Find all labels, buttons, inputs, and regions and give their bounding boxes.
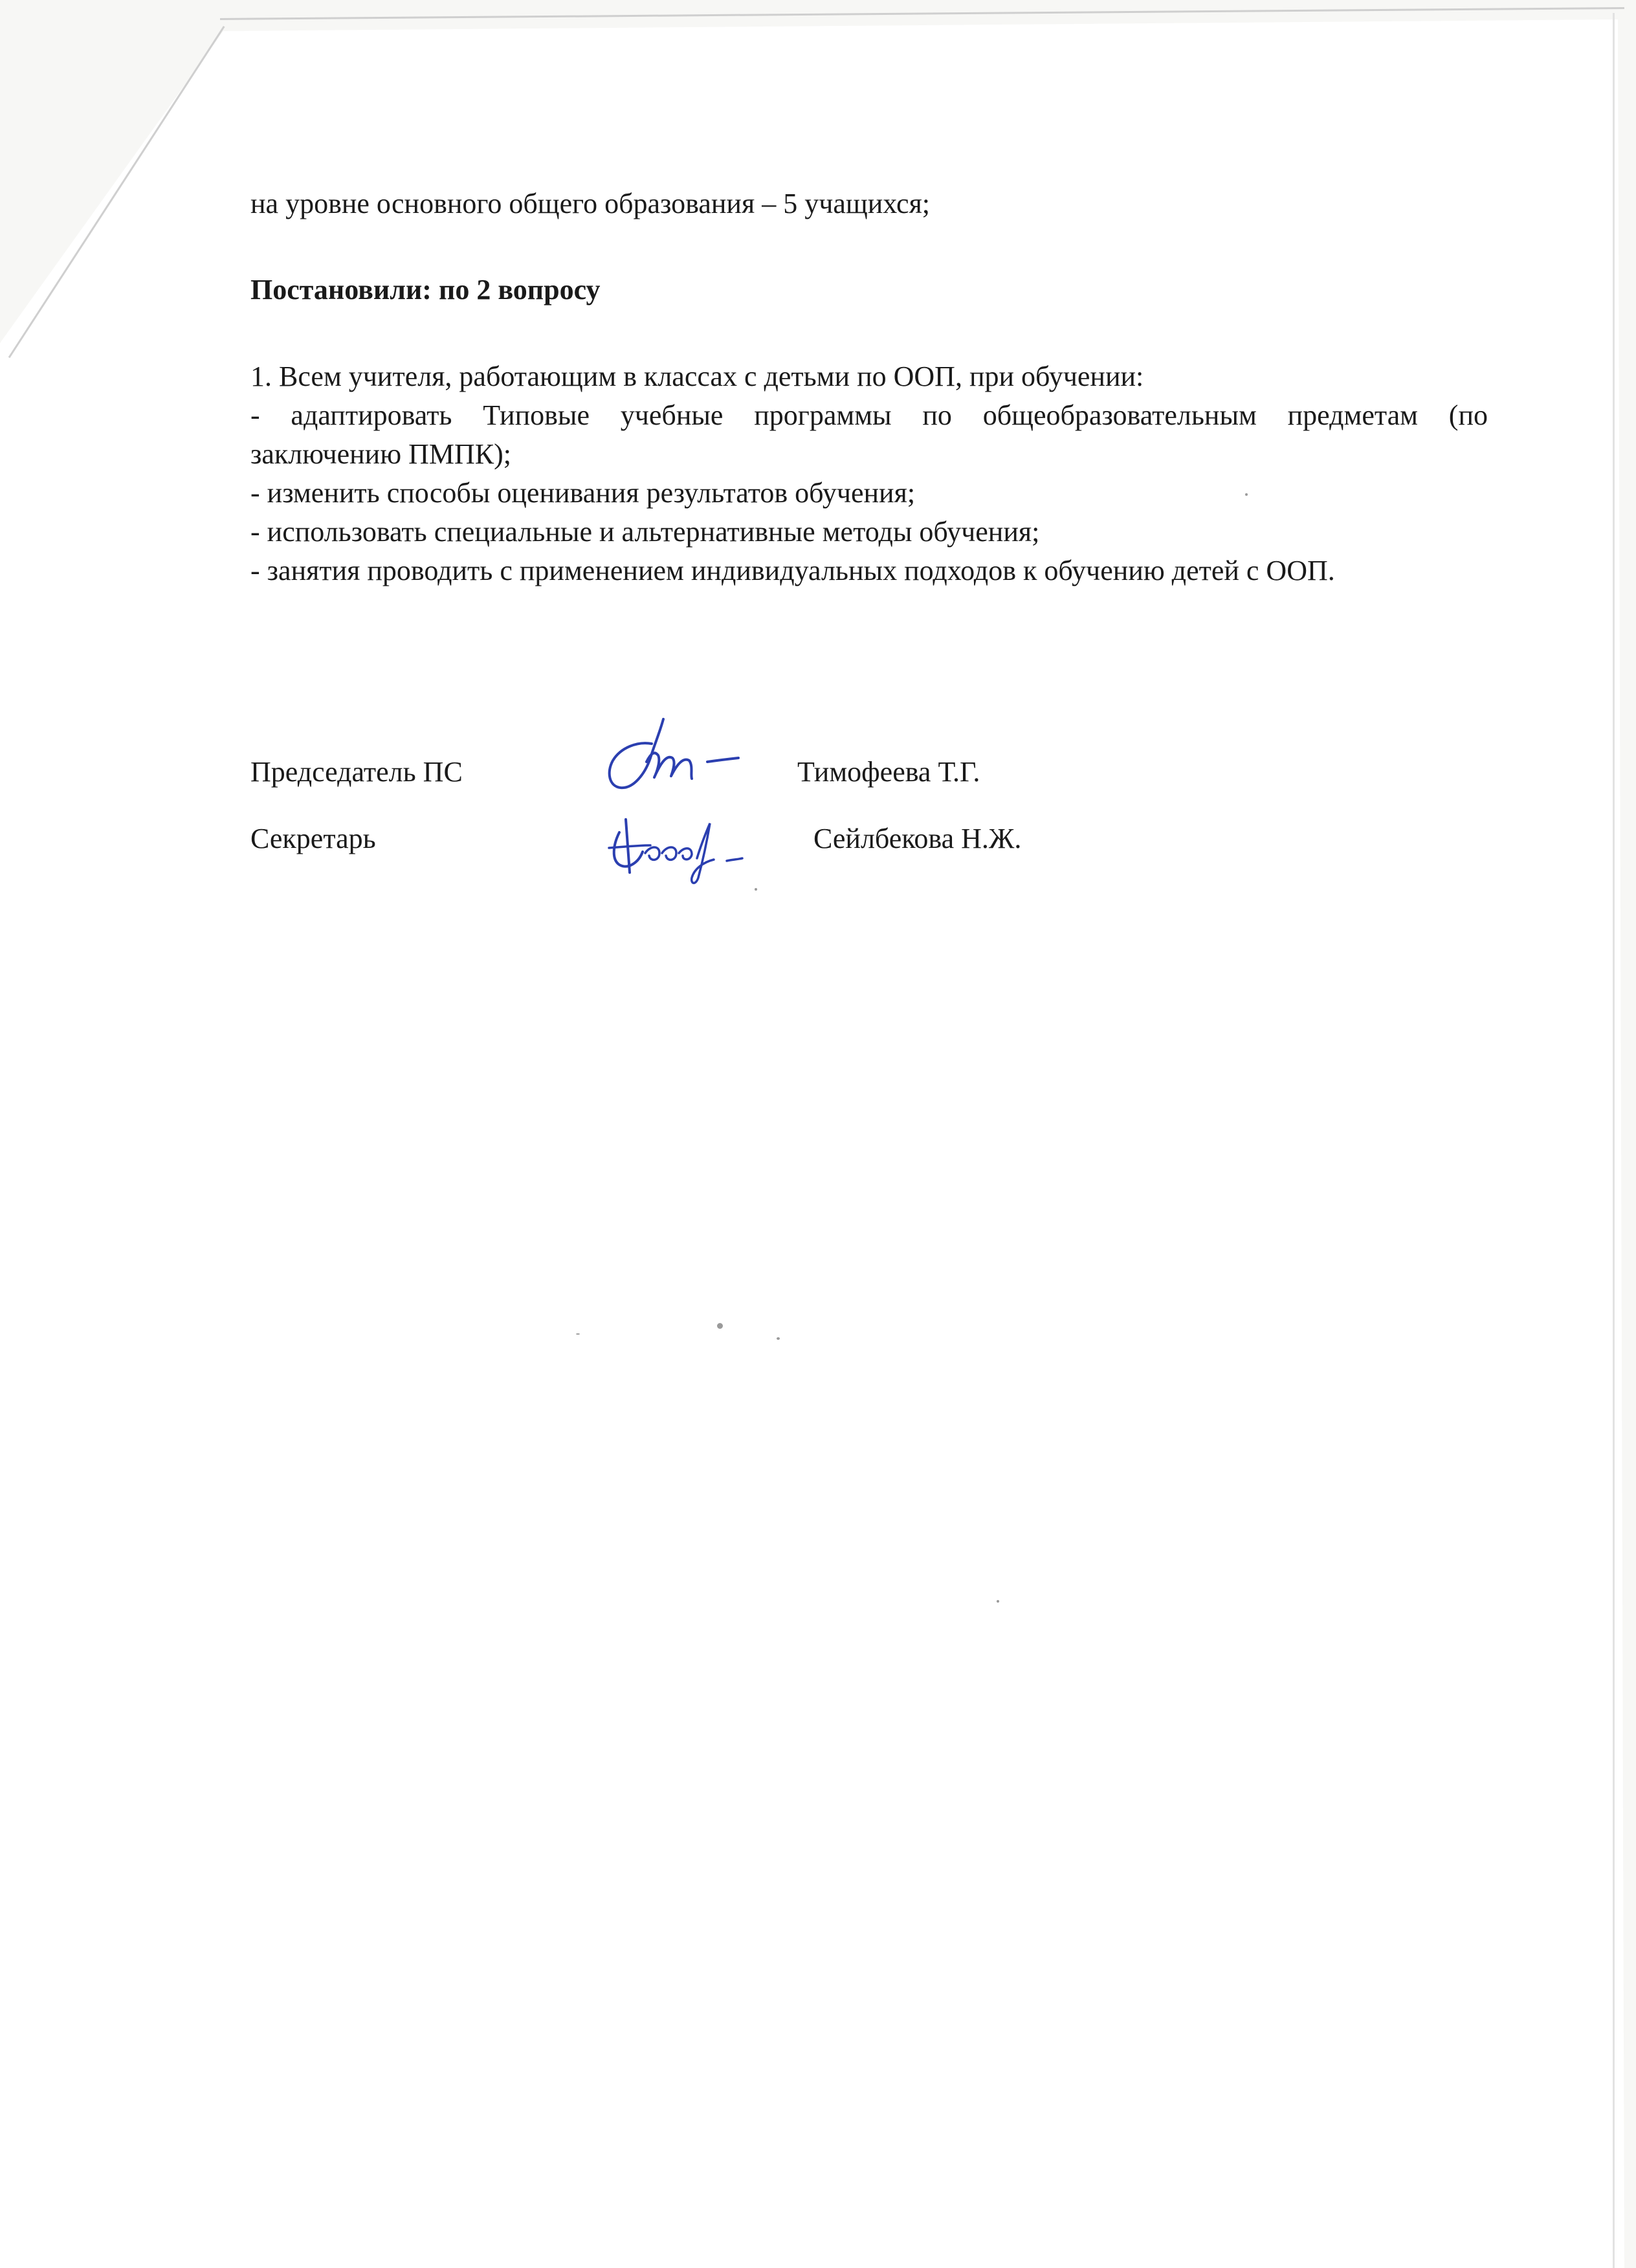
document-body bbox=[250, 184, 1488, 223]
handwritten-signature-icon bbox=[600, 800, 762, 891]
chair-name: Тимофеева Т.Г. bbox=[797, 756, 980, 788]
item-1-bullet-3: - использовать специальные и альтернативные методы обучения; bbox=[250, 516, 1040, 548]
resolution-heading: Постановили: по 2 вопросу bbox=[250, 274, 601, 306]
item-1-bullet-1: - адаптировать Типовые учебные программы по общеобразовательным предметам (по bbox=[250, 399, 1488, 431]
secretary-name: Сейлбекова Н.Ж. bbox=[813, 823, 1022, 854]
body-line-prev-section: на уровне основного общего образования – 5 учащихся; bbox=[250, 188, 931, 219]
chair-role: Председатель ПС bbox=[250, 756, 463, 788]
scan-speck bbox=[755, 888, 757, 891]
scan-speck bbox=[1245, 493, 1248, 496]
secretary-role: Секретарь bbox=[250, 823, 376, 854]
scan-speck bbox=[777, 1337, 780, 1340]
scan-speck bbox=[717, 1323, 723, 1329]
signature-row-chair bbox=[250, 753, 1480, 798]
item-1-bullet-4: - занятия проводить с применением индивидуальных подходов к обучению детей с ООП. bbox=[250, 555, 1335, 586]
item-1-bullet-1-continuation: заключению ПМПК); bbox=[250, 438, 511, 470]
resolution-items bbox=[250, 357, 1488, 590]
resolution-section bbox=[250, 271, 1488, 309]
scan-speck bbox=[576, 1333, 580, 1335]
item-1-bullet-2: - изменить способы оценивания результатов обучения; bbox=[250, 477, 916, 509]
sheet-edge-right bbox=[1613, 13, 1615, 2268]
item-1-intro: 1. Всем учителя, работающим в классах с детьми по ООП, при обучении: bbox=[250, 361, 1144, 392]
signature-row-secretary bbox=[250, 819, 1480, 865]
scan-speck bbox=[997, 1600, 999, 1603]
